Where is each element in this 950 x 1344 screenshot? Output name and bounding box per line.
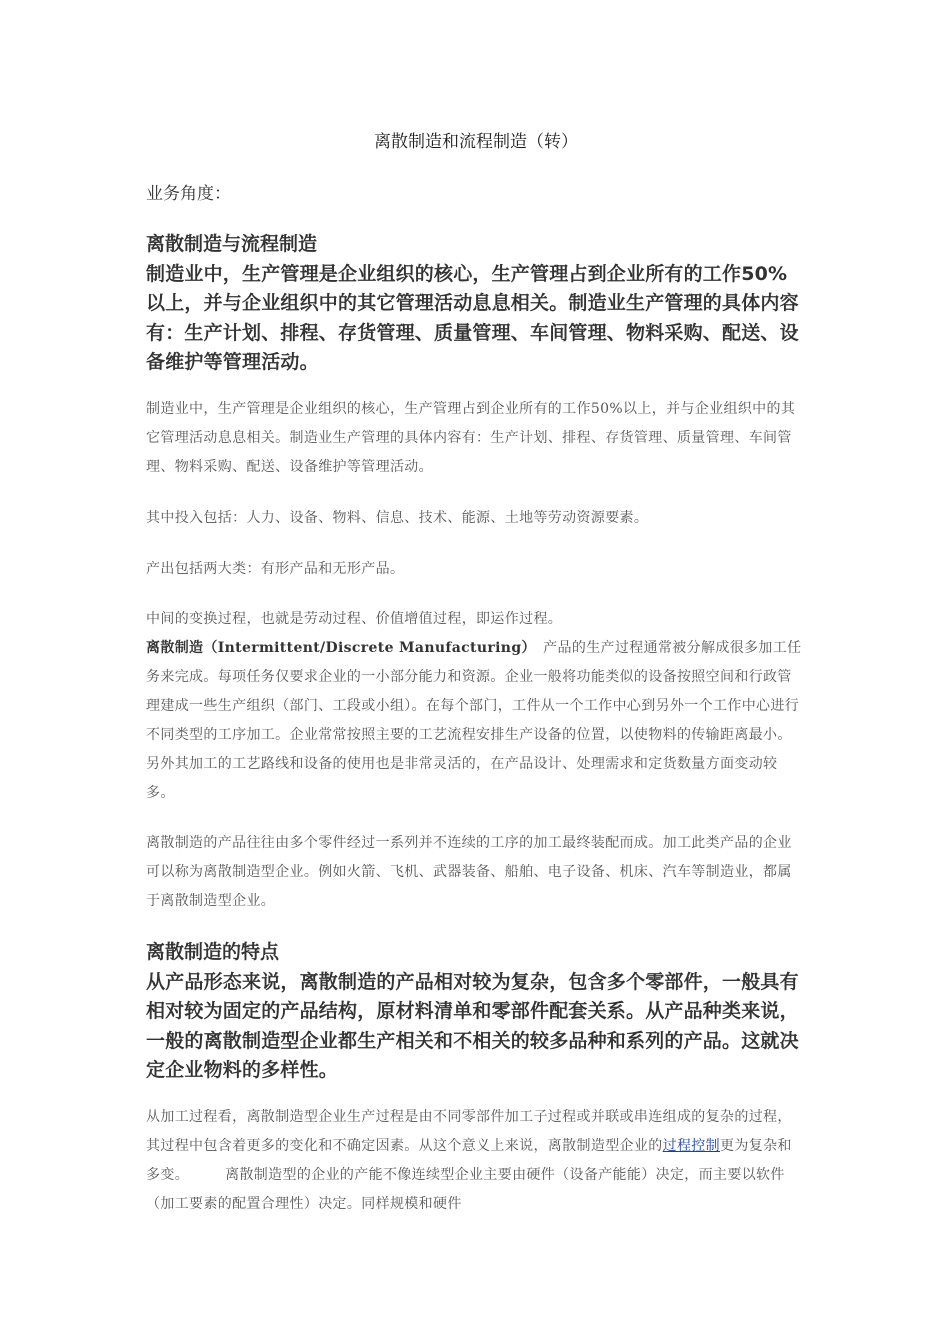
process-control-link[interactable]: 过程控制: [662, 1138, 721, 1154]
section-discrete-vs-process: [146, 230, 806, 378]
section-heading: 离散制造与流程制造: [146, 233, 318, 255]
section-bold-summary: 制造业中，生产管理是企业组织的核心，生产管理占到企业所有的工作50%以上，并与企业组织中的其它管理活动息息相关。制造业生产管理的具体内容有：生产计划、排程、存货管理、质量管理、车间管理、物料采购、配送、设备维护等管理活动。: [146, 262, 799, 373]
discrete-manufacturing-description: 产品的生产过程通常被分解成很多加工任务来完成。每项任务仅要求企业的一小部分能力和资源。企业一般将功能类似的设备按照空间和行政管理建成一些生产组织（部门、工段或小组）。在每个部门，工件从一个工作中心到另外一个工作中心进行不同类型的工序加工。企业常常按照主要的工艺流程安排生产设备的位置，以使物料的传输距离最小。另外其加工的工艺路线和设备的使用也是非常灵活的，在产品设计、处理需求和定货数量方面变动较多。: [146, 640, 802, 801]
paragraph-discrete-products: [146, 829, 806, 916]
body-paragraph: 其中投入包括：人力、设备、物料、信息、技术、能源、土地等劳动资源要素。: [146, 510, 649, 526]
body-paragraph: 离散制造的产品往往由多个零件经过一系列并不连续的工序的加工最终装配而成。加工此类产品的企业可以称为离散制造型企业。例如火箭、飞机、武器装备、船舶、电子设备、机床、汽车等制造业，都属于离散制造型企业。: [146, 835, 792, 909]
section-bold-summary: 从产品形态来说，离散制造的产品相对较为复杂，包含多个零部件，一般具有相对较为固定的产品结构，原材料清单和零部件配套关系。从产品种类来说，一般的离散制造型企业都生产相关和不相关的较多品种和系列的产品。这就决定企业物料的多样性。: [146, 970, 799, 1081]
body-paragraph: [146, 1103, 806, 1219]
section-discrete-characteristics: [146, 938, 806, 1086]
process-text-before: 从加工过程看，离散制造型企业生产过程是由不同零部件加工子过程或并联或串连组成的复杂的过程，其过程中包含着更多的变化和不确定因素。从这个意义上来说，离散制造型企业的: [146, 1109, 792, 1154]
body-paragraph: 产出包括两大类：有形产品和无形产品。: [146, 561, 405, 577]
discrete-manufacturing-term: 离散制造（Intermittent/Discrete Manufacturing）: [146, 640, 529, 656]
body-paragraph: [146, 605, 806, 808]
paragraph-outputs: [146, 555, 806, 584]
transformation-text: 中间的变换过程，也就是劳动过程、价值增值过程，即运作过程。: [146, 611, 563, 627]
section-heading: 离散制造的特点: [146, 941, 280, 963]
document-title: 离散制造和流程制造（转）: [374, 132, 578, 152]
process-text-after: 更为复杂和多变。 离散制造型的企业的产能不像连续型企业主要由硬件（设备产能能）决定，而主要以软件（加工要素的配置合理性）决定。同样规模和硬件: [146, 1138, 792, 1212]
paragraph-production-management: [146, 395, 806, 482]
body-paragraph: 制造业中，生产管理是企业组织的核心，生产管理占到企业所有的工作50%以上，并与企业组织中的其它管理活动息息相关。制造业生产管理的具体内容有：生产计划、排程、存货管理、质量管理、车间管理、物料采购、配送、设备维护等管理活动。: [146, 401, 796, 475]
paragraph-transformation: [146, 605, 806, 808]
paragraph-process-view: [146, 1103, 806, 1219]
paragraph-inputs: [146, 504, 806, 533]
document-subtitle: 业务角度：: [146, 184, 231, 204]
